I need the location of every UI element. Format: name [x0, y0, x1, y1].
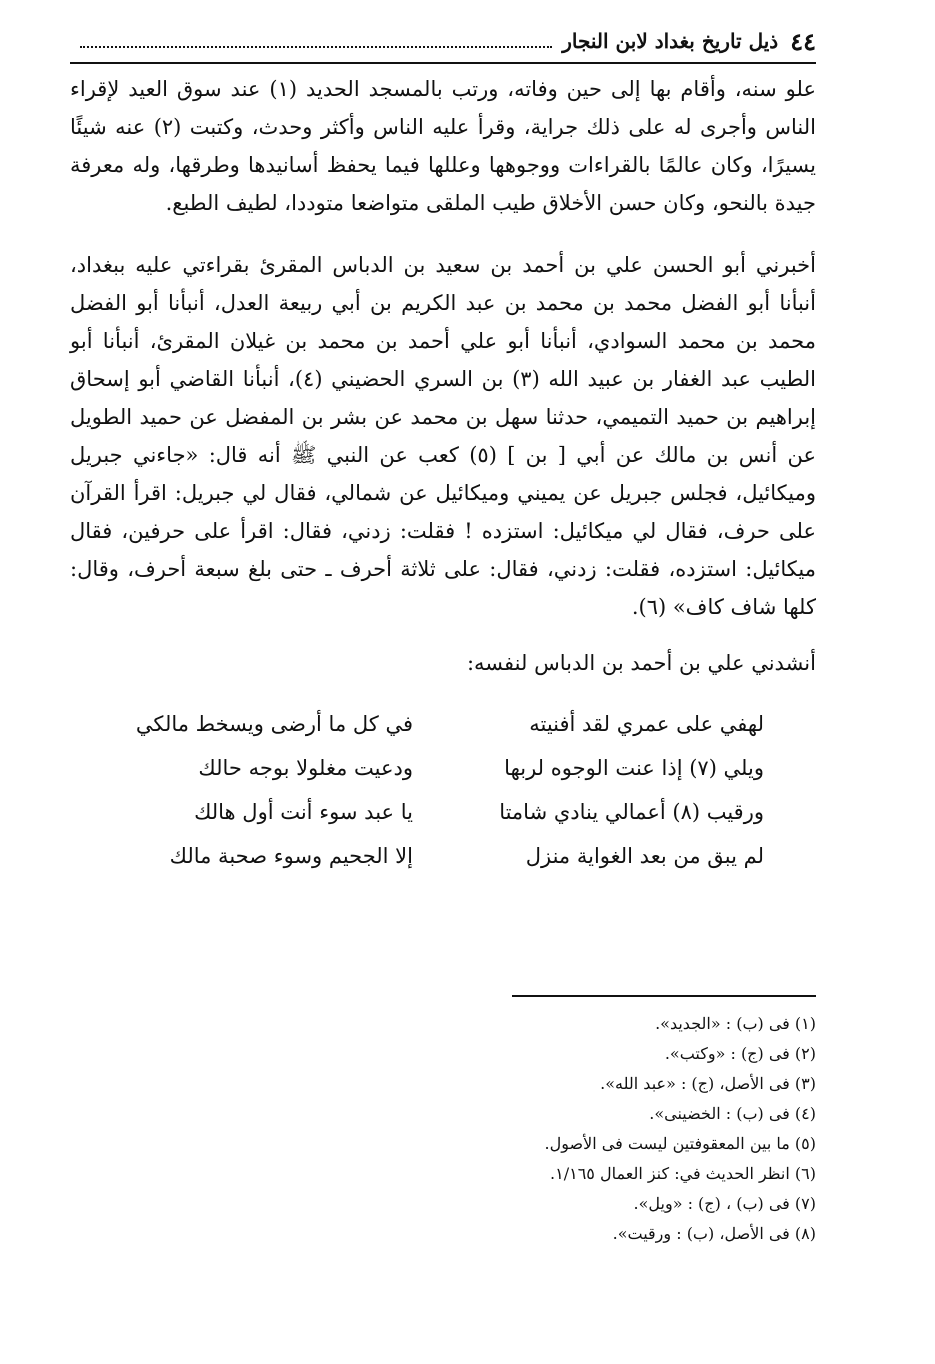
- page-header: [70, 24, 816, 64]
- poem: [70, 702, 816, 878]
- verse-second-hemistich: يا عبد سوء أنت أول هالك: [194, 800, 413, 824]
- footnote: (٧) فى (ب) ، (ج) : «ويل».: [633, 1194, 816, 1213]
- paragraph-biography: علو سنه، وأقام بها إلى حين وفاته، ورتب بالمسجد الحديد (١) عند سوق العيد لإقراء الناس وأجرى له على ذلك جراية، وقرأ عليه الناس وأكثر وحدث، وكتبت (٢) عنه شيئًا يسيرًا، وكان عالمًا بالقراءات ووجوهها وعللها فيما يحفظ أسانيدها وطرقها، وله معرفة جيدة بالنحو، وكان حسن الأخلاق طيب الملقى متواضعا متوددا، لطيف الطبع.: [70, 77, 817, 215]
- verse-second-hemistich: ودعيت مغلولا بوجه حالك: [198, 756, 413, 780]
- poem-verse: [70, 702, 816, 746]
- paragraph-poem-intro: أنشدني علي بن أحمد بن الدباس لنفسه:: [466, 651, 816, 675]
- footnote: (٣) فى الأصل، (ج) : «عبد الله».: [600, 1074, 816, 1093]
- footnote: (٥) ما بين المعقوفتين ليست فى الأصول.: [544, 1134, 816, 1153]
- footnote: (٤) فى (ب) : الخضينى».: [649, 1104, 816, 1123]
- verse-first-hemistich: لهفي على عمري لقد أفنيته: [529, 712, 764, 736]
- footnote: (٢) فى (ج) : «وكتب».: [664, 1044, 816, 1063]
- page-number: ٤٤: [790, 26, 816, 56]
- poem-verse: [70, 790, 816, 834]
- verse-second-hemistich: في كل ما أرضى ويسخط مالكي: [135, 712, 413, 736]
- footnote: (٨) فى الأصل، (ب) : ورقيت».: [612, 1224, 816, 1243]
- verse-second-hemistich: إلا الجحيم وسوء صحبة مالك: [169, 844, 413, 868]
- poem-verse: [70, 746, 816, 790]
- footnote: (٦) انظر الحديث في: كنز العمال ١/١٦٥.: [550, 1164, 816, 1183]
- footnote-divider: [512, 995, 816, 997]
- header-dotted-leader: [80, 34, 552, 48]
- footnotes: [316, 1009, 816, 1249]
- running-title: ذيل تاريخ بغداد لابن النجار: [562, 29, 779, 53]
- paragraph-hadith-chain: أخبرني أبو الحسن علي بن أحمد بن سعيد بن الدباس المقرئ بقراءتي عليه ببغداد، أنبأنا أبو الفضل محمد بن محمد بن عبد الكريم بن أبي ربيعة العدل، أنبأنا أبو الفضل محمد بن محمد السوادي، أنبأنا أبو علي أحمد بن محمد بن غيلان المقرئ، أنبأنا أبو الطيب عبد الغفار بن عبيد الله (٣) بن السري الحضيني (٤)، أنبأنا القاضي أبو إسحاق إبراهيم بن حميد التميمي، حدثنا سهل بن محمد عن بشر بن المفضل عن حميد الطويل عن أنس بن مالك عن أبي [ بن ] (٥) كعب عن النبي ﷺ أنه قال: «جاءني جبريل وميكائيل، فجلس جبريل عن يميني وميكائيل عن شمالي، فقال لي جبريل: اقرأ القرآن على حرف، فقال لي ميكائيل: استزده ! فقلت: زدني، فقال: اقرأ على حرفين، فقال ميكائيل: استزده، فقلت: زدني، فقال: على ثلاثة أحرف ـ حتى بلغ سبعة أحرف، وقال: كلها شاف كاف» (٦).: [70, 253, 817, 619]
- verse-first-hemistich: ويلي (٧) إذا عنت الوجوه لربها: [504, 756, 764, 780]
- poem-verse: [70, 834, 816, 878]
- footnote: (١) فى (ب) : «الجديد».: [655, 1014, 816, 1033]
- verse-first-hemistich: لم يبق من بعد الغواية منزل: [525, 844, 764, 868]
- verse-first-hemistich: ورقيب (٨) أعمالي ينادي شامتا: [499, 800, 764, 824]
- page: [70, 24, 816, 878]
